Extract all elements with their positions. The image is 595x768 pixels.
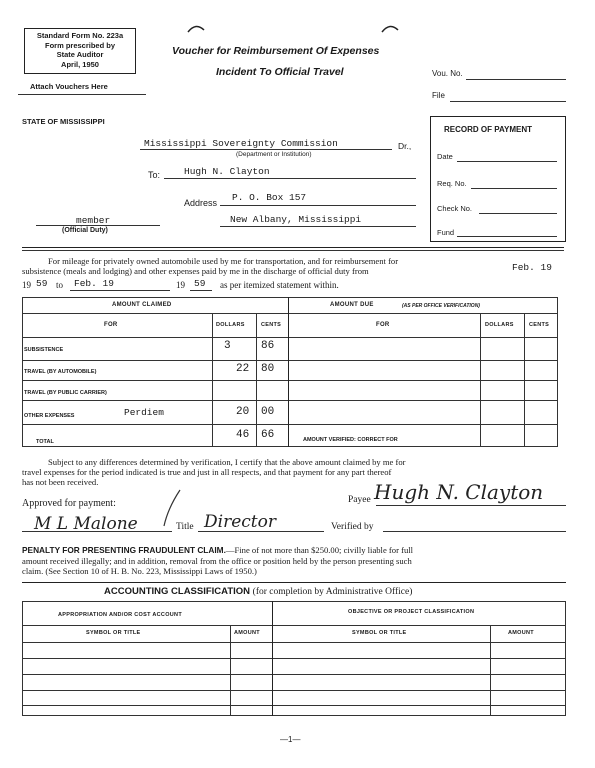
title-signature: Director: [204, 512, 276, 532]
row-dollars: 46: [236, 429, 250, 441]
to-date: Feb. 19: [74, 278, 114, 289]
amount-claimed-header: AMOUNT CLAIMED: [112, 302, 172, 308]
right-symbol-header: SYMBOL OR TITLE: [352, 630, 407, 636]
certify-line3: has not been received.: [22, 477, 99, 487]
col-dollars-left: DOLLARS: [216, 322, 245, 328]
row-label: TOTAL: [36, 439, 54, 445]
col-cents-right: CENTS: [529, 322, 550, 328]
right-amount-header: AMOUNT: [508, 630, 534, 636]
statement-tail: as per itemized statement within.: [220, 280, 339, 290]
payee-label: Payee: [348, 495, 371, 505]
year1-suffix: 59: [36, 278, 48, 289]
penalty-heading: PENALTY FOR PRESENTING FRAUDULENT CLAIM.: [22, 545, 226, 555]
row-desc: Perdiem: [124, 407, 164, 418]
penalty-line2: amount received illegally; and in addition, removal from the office or position held by the person presenting such: [22, 555, 412, 566]
penalty-line1: —Fine of not more than $250.00; civilly liable for full: [225, 545, 414, 555]
page-number: —1—: [280, 735, 301, 744]
address-label: Address: [184, 198, 218, 208]
left-symbol-header: SYMBOL OR TITLE: [86, 630, 141, 636]
address-line1: P. O. Box 157: [232, 192, 307, 203]
punch-mark-left: [186, 24, 206, 34]
row-dollars: 3: [224, 340, 231, 352]
to-word: to: [56, 280, 64, 290]
check-label: Check No.: [437, 204, 473, 213]
title-label: Title: [176, 522, 194, 532]
year2-suffix: 59: [194, 278, 206, 289]
state-label: STATE OF MISSISSIPPI: [22, 117, 105, 126]
file-label: File: [432, 91, 445, 100]
row-cents: 00: [261, 406, 275, 418]
official-duty-value: member: [76, 215, 111, 226]
form-auditor: State Auditor: [56, 50, 104, 59]
accounting-title-row: [104, 586, 412, 597]
col-for-right: FOR: [376, 322, 390, 328]
left-header: APPROPRIATION AND/OR COST ACCOUNT: [58, 612, 182, 618]
voucher-title: Voucher for Reimbursement Of Expenses: [172, 45, 380, 57]
attach-note: Attach Vouchers Here: [30, 82, 108, 91]
date-label: Date: [437, 152, 453, 161]
punch-mark-right: [380, 24, 400, 34]
verified-by-label: Verified by: [331, 522, 374, 532]
row-dollars: 22: [236, 363, 250, 375]
record-title: RECORD OF PAYMENT: [444, 125, 533, 134]
table-row: [24, 337, 286, 360]
row-cents: 86: [261, 340, 275, 352]
row-dollars: 20: [236, 406, 250, 418]
req-label: Req. No.: [437, 179, 467, 188]
table-row: [24, 360, 286, 380]
statement-line2: subsistence (meals and lodging) and other expenses paid by me in the discharge of official duty from: [22, 266, 369, 276]
row-cents: 66: [261, 429, 275, 441]
accounting-subtitle: (for completion by Administrative Office): [252, 587, 413, 597]
table-row: [24, 380, 286, 400]
accounting-title: ACCOUNTING CLASSIFICATION: [104, 586, 251, 597]
row-label: TRAVEL (BY AUTOMOBILE): [24, 369, 97, 375]
certify-line1: Subject to any differences determined by verification, I certify that the above amount claimed by me for: [48, 457, 406, 467]
official-duty-caption: (Official Duty): [62, 227, 108, 234]
row-cents: 80: [261, 363, 275, 375]
year2-prefix: 19: [176, 280, 185, 290]
certify-line2: travel expenses for the period indicated is true and just in all respects, and that payment for any part thereof: [22, 467, 392, 477]
table-row: [24, 424, 286, 447]
to-label: To:: [148, 170, 161, 180]
amount-due-note: (AS PER OFFICE VERIFICATION): [402, 303, 480, 309]
statement-line1: For mileage for privately owned automobile used by me for transportation, and for reimbursement for: [48, 256, 399, 266]
voucher-subtitle: Incident To Official Travel: [216, 66, 344, 78]
record-of-payment-box: [430, 116, 566, 242]
fund-label: Fund: [437, 228, 455, 237]
payee-signature: Hugh N. Clayton: [374, 480, 544, 504]
form-date: April, 1950: [61, 59, 99, 69]
form-number-box: [24, 28, 136, 74]
department-value: Mississippi Sovereignty Commission: [144, 138, 338, 149]
row-label: OTHER EXPENSES: [24, 413, 75, 419]
department-caption: (Department or Institution): [236, 151, 312, 158]
from-date: Feb. 19: [512, 262, 552, 273]
penalty-line3: claim. (See Section 10 of H. B. No. 223, Mississippi Laws of 1950.): [22, 566, 257, 576]
dr-label: Dr.,: [398, 141, 412, 151]
row-label: SUBSISTENCE: [24, 347, 64, 353]
col-cents-left: CENTS: [261, 322, 282, 328]
col-dollars-right: DOLLARS: [485, 322, 514, 328]
address-line2: New Albany, Mississippi: [230, 214, 362, 225]
right-header: OBJECTIVE OR PROJECT CLASSIFICATION: [348, 609, 475, 615]
form-number: Standard Form No. 223a: [36, 31, 124, 40]
year1-prefix: 19: [22, 280, 31, 290]
vou-no-label: Vou. No.: [432, 69, 463, 78]
table-row: [24, 400, 286, 424]
left-amount-header: AMOUNT: [234, 630, 260, 636]
approver-signature: M L Malone: [34, 514, 138, 534]
col-for-left: FOR: [104, 322, 118, 328]
row-label: TRAVEL (BY PUBLIC CARRIER): [24, 390, 107, 396]
amount-due-header: AMOUNT DUE: [330, 302, 374, 308]
approved-label: Approved for payment:: [22, 498, 116, 509]
verified-note: AMOUNT VERIFIED: CORRECT FOR: [303, 437, 398, 443]
form-prescribed: Form prescribed by: [44, 40, 116, 50]
to-value: Hugh N. Clayton: [184, 166, 270, 177]
penalty-paragraph: [22, 545, 582, 577]
